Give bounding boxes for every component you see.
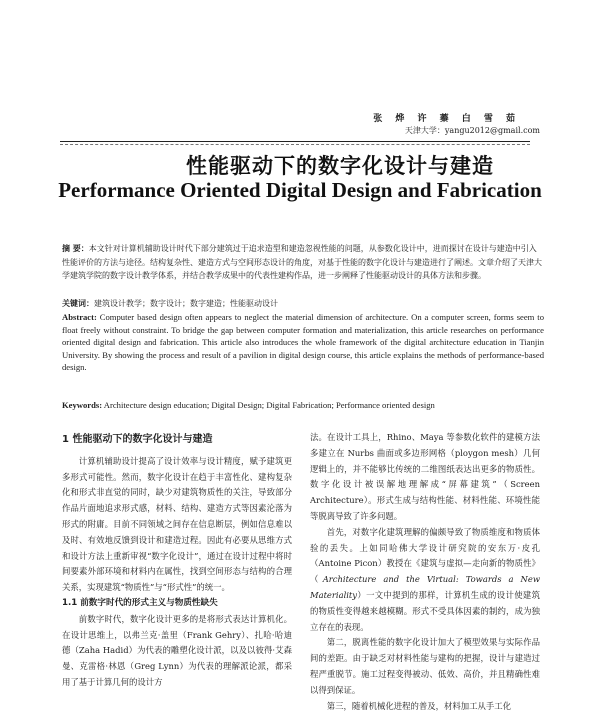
paragraph-text: ）一文中提到的那样，计算机生成的设计使建筑的物质性变得越来越模糊。形式不受具体因素的制约，成为独立存在的表现。 (310, 589, 540, 632)
keywords-en-text: Architecture design education; Digital Design; Digital Fabrication; Performance oriented design (103, 400, 435, 410)
paragraph: 第三，随着机械化进程的普及，材料加工从手工化 (326, 700, 512, 711)
keywords-zh-text: 建筑设计教学；数字设计；数字建造；性能驱动设计 (94, 299, 278, 308)
affiliation: 天津大学：yangu2012@gmail.com (404, 126, 540, 135)
title-english: Performance Oriented Digital Design and Fabrication (58, 178, 542, 202)
authors: 张 烨 许 蓁 白 雪 茹 (373, 114, 520, 124)
keywords-english (62, 400, 544, 410)
abstract-en-text: Computer based design often appears to neglect the material dimension of architecture. On a computer screen, forms seem to float freely without constraint. To bridge the gap between computer formation and materialization, this article researches on performance oriented digital design and fabrication. This article also introduces the whole framework of the digital architecture education in Tianjin University. By showing the process and result of a pavilion in digital design course, this article explains the methods of performance-based design. (62, 312, 544, 373)
abstract-zh-label: 摘 要： (62, 244, 89, 253)
keywords-chinese (62, 298, 542, 309)
keywords-zh-label: 关键词： (62, 299, 94, 308)
section-heading: 1 性能驱动下的数字化设计与建造 (62, 434, 213, 445)
body-column-left (62, 430, 292, 691)
citation-title: Architecture and the Virtual: Towards a New Materiality (310, 574, 540, 600)
abstract-chinese (62, 242, 542, 283)
abstract-zh-text: 本文针对计算机辅助设计时代下部分建筑过于追求造型和建造忽视性能的问题，从参数化设计中，进而探讨在设计与建造中引入性能评价的方法与途径。结构复杂性、建造方式与空间形态设计的角度，对基于性能的数字化设计与建造进行了阐述。文章介绍了天津大学建筑学院的数字设计教学体系，并结合教学成果中的代表性建构作品，进一步阐释了性能驱动设计的具体方法和步骤。 (62, 244, 542, 281)
keywords-en-label: Keywords: (62, 400, 103, 410)
paragraph: 法。在设计工具上，Rhino、Maya 等参数化软件的建模方法多建立在 Nurbs 曲面或多边形网格（ploygon mesh）几何逻辑上的，并不能够比传统的二维图纸表达出更多的物质性。数字化设计被误解地理解成“屏幕建筑”（Screen Architecture）。形式生成与结构性能、材料性能、环境性能等脱离导致了许多问题。 (310, 432, 540, 521)
subsection-heading: 1.1 前数字时代的形式主义与物质性缺失 (62, 597, 218, 608)
title-chinese: 性能驱动下的数字化设计与建造 (186, 154, 494, 178)
header-rule-dashed (60, 144, 530, 145)
paragraph (310, 525, 540, 636)
header-rule (60, 141, 530, 142)
body-column-right (310, 430, 540, 714)
paragraph: 第二，脱离性能的数字化设计加大了模型效果与实际作品间的差距。由于缺乏对材料性能与建构的把握，设计与建造过程严重脱节。施工过程变得被动、低效、高价，并且精确性难以得到保证。 (310, 637, 540, 695)
paragraph: 前数字时代，数字化设计更多的是将形式表达计算机化。在设计思维上，以弗兰克·盖里（Frank Gehry）、扎哈·哈迪德（Zaha Hadid）为代表的雕塑化设计派，以及以彼得·艾森曼、克雷格·林恩（Greg Lynn）为代表的理解派论派，都采用了基于计算几何的设计方 (62, 613, 292, 687)
abstract-english (62, 311, 544, 374)
paragraph-text: 首先，对数字化建筑理解的偏颇导致了物质维度和物质体验的丢失。上如同哈佛大学设计研究院的安东万·皮孔（Antoine Picon）教授在《建筑与虚拟—走向新的物质性》（ (310, 526, 540, 585)
abstract-en-label: Abstract: (62, 312, 97, 322)
paragraph: 计算机辅助设计提高了设计效率与设计精度，赋予建筑更多形式可能性。然而，数字化设计在趋于丰富性化、建构复杂化和形式非直觉的同时，缺少对建筑物质性的关注，导致部分作品片面地追求形式感，材料、结构、建造方式等因素沦落为形式的附庸。目前不同领域之间存在信息断层，例如信息难以及时、有效地反馈到设计和建造过程。因此有必要从思维方式和设计方法上重新审视“数字化设计”，通过在设计过程中将时间要素外部环境和材料内在属性，找到空间形态与结构的合理关系，实现建筑“物质性”与“形式性”的统一。 (62, 455, 292, 593)
